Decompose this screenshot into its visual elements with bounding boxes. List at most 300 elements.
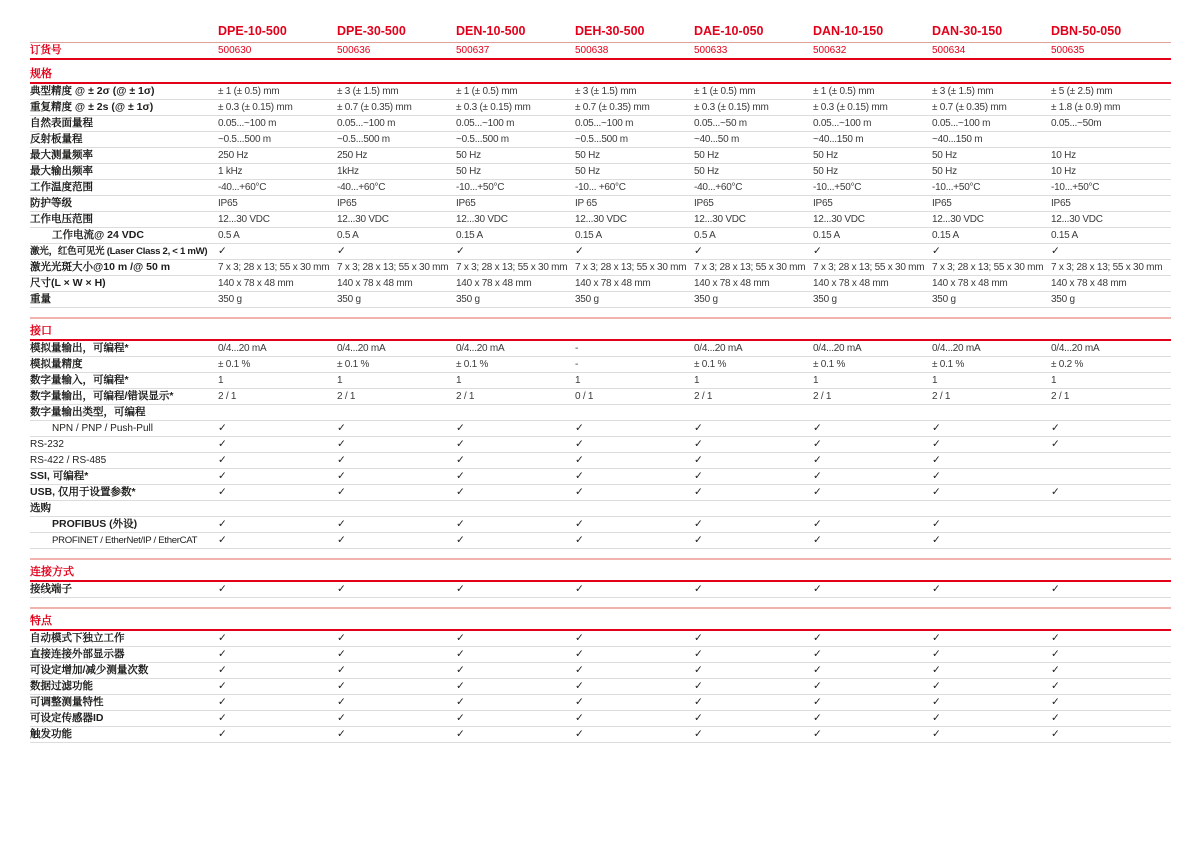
column-header-model: DAE-10-050	[694, 24, 764, 38]
cell-value: 10 Hz	[1051, 166, 1076, 177]
check-icon: ✓	[694, 534, 703, 546]
cell-value: ~0.5...500 m	[456, 134, 509, 145]
check-icon: ✓	[218, 518, 227, 530]
check-icon: ✓	[694, 712, 703, 724]
check-icon: ✓	[456, 438, 465, 450]
model-header-row	[30, 24, 1171, 42]
check-icon: ✓	[337, 728, 346, 740]
cell-value: 0.15 A	[575, 230, 602, 241]
row-label: 可设定增加/减少测量次数	[30, 664, 149, 676]
row-label: 激光，红色可见光 (Laser Class 2, < 1 mW)	[30, 246, 208, 257]
row-label: 接线端子	[30, 583, 72, 595]
cell-value: ± 5 (± 2.5) mm	[1051, 86, 1113, 97]
column-header-model: DBN-50-050	[1051, 24, 1122, 38]
cell-value: 0.05...~100 m	[575, 118, 634, 129]
cell-value: 12...30 VDC	[813, 214, 865, 225]
cell-value: 350 g	[1051, 294, 1075, 305]
check-icon: ✓	[218, 438, 227, 450]
order-number-value: 500635	[1051, 45, 1085, 56]
check-icon: ✓	[575, 454, 584, 466]
row-label: 触发功能	[30, 728, 72, 740]
check-icon: ✓	[575, 696, 584, 708]
check-icon: ✓	[932, 245, 941, 257]
cell-value: 140 x 78 x 48 mm	[218, 278, 294, 289]
row-label: 数据过滤功能	[30, 680, 93, 692]
cell-value: 50 Hz	[575, 150, 600, 161]
table-row	[30, 244, 1171, 260]
cell-value	[1051, 453, 1170, 468]
cell-value: IP 65	[575, 198, 597, 209]
cell-value: 50 Hz	[694, 150, 719, 161]
cell-value: 350 g	[694, 294, 718, 305]
check-icon: ✓	[218, 680, 227, 692]
cell-value: ~0.5...500 m	[337, 134, 390, 145]
table-row	[30, 517, 1171, 533]
cell-value: 0/4...20 mA	[218, 343, 267, 354]
cell-value: 0.05...~100 m	[813, 118, 872, 129]
check-icon: ✓	[337, 245, 346, 257]
check-icon: ✓	[1051, 696, 1060, 708]
table-row	[30, 453, 1171, 469]
table-row	[30, 341, 1171, 357]
row-label: 激光光斑大小@10 m /@ 50 m	[30, 261, 171, 273]
check-icon: ✓	[813, 664, 822, 676]
cell-value: ± 0.7 (± 0.35) mm	[932, 102, 1007, 113]
section-title: 接口	[30, 322, 1171, 341]
table-row	[30, 679, 1171, 695]
cell-value: 12...30 VDC	[932, 214, 984, 225]
row-label: 工作电流@ 24 VDC	[52, 229, 144, 241]
check-icon: ✓	[813, 422, 822, 434]
cell-value: ± 3 (± 1.5) mm	[932, 86, 994, 97]
table-row	[30, 180, 1171, 196]
cell-value: 2 / 1	[337, 391, 356, 402]
check-icon: ✓	[813, 632, 822, 644]
row-label: 典型精度 @ ± 2σ (@ ± 1σ)	[30, 85, 155, 97]
table-row	[30, 485, 1171, 501]
table-row	[30, 292, 1171, 308]
order-number-value: 500630	[218, 45, 252, 56]
row-label: 最大测量频率	[30, 149, 93, 161]
cell-value: -10...+50°C	[813, 182, 862, 193]
cell-value: 350 g	[575, 294, 599, 305]
cell-value: -	[575, 359, 579, 370]
cell-value: ~40...150 m	[932, 134, 983, 145]
section-separator	[30, 558, 1171, 560]
check-icon: ✓	[575, 245, 584, 257]
cell-value: 50 Hz	[575, 166, 600, 177]
check-icon: ✓	[218, 245, 227, 257]
cell-value: ± 0.1 %	[218, 359, 251, 370]
column-header-model: DAN-10-150	[813, 24, 884, 38]
check-icon: ✓	[1051, 680, 1060, 692]
table-row	[30, 695, 1171, 711]
check-icon: ✓	[813, 534, 822, 546]
cell-value: 350 g	[337, 294, 361, 305]
row-label: 直接连接外部显示器	[30, 648, 125, 660]
check-icon: ✓	[218, 454, 227, 466]
cell-value: 0/4...20 mA	[337, 343, 386, 354]
spec-comparison-table	[30, 24, 1171, 743]
row-label: USB, 仅用于设置参数*	[30, 486, 136, 498]
cell-value: IP65	[218, 198, 238, 209]
cell-value: 140 x 78 x 48 mm	[813, 278, 889, 289]
check-icon: ✓	[575, 422, 584, 434]
check-icon: ✓	[456, 518, 465, 530]
cell-value: 1	[575, 375, 581, 386]
check-icon: ✓	[694, 470, 703, 482]
cell-value: 0.05...~100 m	[932, 118, 991, 129]
check-icon: ✓	[694, 680, 703, 692]
check-icon: ✓	[932, 680, 941, 692]
check-icon: ✓	[932, 632, 941, 644]
row-label: 数字量输出，可编程/错误显示*	[30, 390, 174, 402]
cell-value: ~40...150 m	[813, 134, 864, 145]
check-icon: ✓	[813, 728, 822, 740]
check-icon: ✓	[456, 648, 465, 660]
check-icon: ✓	[813, 470, 822, 482]
cell-value: -40...+60°C	[694, 182, 743, 193]
table-row	[30, 373, 1171, 389]
table-row	[30, 663, 1171, 679]
cell-value: ± 0.1 %	[932, 359, 965, 370]
check-icon: ✓	[694, 648, 703, 660]
cell-value: 1	[456, 375, 462, 386]
cell-value: 7 x 3; 28 x 13; 55 x 30 mm	[813, 262, 925, 273]
cell-value: 2 / 1	[694, 391, 713, 402]
check-icon: ✓	[575, 518, 584, 530]
cell-value: 10 Hz	[1051, 150, 1076, 161]
check-icon: ✓	[337, 696, 346, 708]
check-icon: ✓	[337, 422, 346, 434]
table-row	[30, 727, 1171, 743]
cell-value: ± 3 (± 1.5) mm	[575, 86, 637, 97]
cell-value: 1	[694, 375, 700, 386]
check-icon: ✓	[575, 583, 584, 595]
cell-value: 50 Hz	[932, 150, 957, 161]
check-icon: ✓	[932, 728, 941, 740]
section-title: 规格	[30, 65, 1171, 84]
cell-value: 7 x 3; 28 x 13; 55 x 30 mm	[456, 262, 568, 273]
cell-value: IP65	[932, 198, 952, 209]
cell-value: 140 x 78 x 48 mm	[456, 278, 532, 289]
row-label: 防护等级	[30, 197, 72, 209]
cell-value: -10...+50°C	[932, 182, 981, 193]
cell-value: 0.5 A	[337, 230, 359, 241]
check-icon: ✓	[575, 712, 584, 724]
cell-value: 250 Hz	[337, 150, 368, 161]
cell-value: ~0.5...500 m	[575, 134, 628, 145]
check-icon: ✓	[694, 583, 703, 595]
cell-value: 50 Hz	[813, 166, 838, 177]
corner-cell	[30, 24, 218, 42]
cell-value: 0.05...~100 m	[218, 118, 277, 129]
check-icon: ✓	[337, 470, 346, 482]
check-icon: ✓	[813, 648, 822, 660]
row-label: RS-422 / RS-485	[30, 455, 107, 466]
cell-value: 0.15 A	[456, 230, 483, 241]
table-row	[30, 84, 1171, 100]
cell-value: 0.5 A	[218, 230, 240, 241]
cell-value: 350 g	[456, 294, 480, 305]
column-header-model: DEN-10-500	[456, 24, 526, 38]
cell-value: 12...30 VDC	[1051, 214, 1103, 225]
row-label: 重复精度 @ ± 2s (@ ± 1σ)	[30, 101, 154, 113]
cell-value: 50 Hz	[813, 150, 838, 161]
cell-value	[1051, 132, 1170, 147]
cell-value	[1051, 469, 1170, 484]
section-title: 连接方式	[30, 563, 1171, 582]
check-icon: ✓	[337, 454, 346, 466]
row-label: 可调整测量特性	[30, 696, 104, 708]
cell-value: 1 kHz	[218, 166, 243, 177]
check-icon: ✓	[575, 470, 584, 482]
cell-value: 12...30 VDC	[575, 214, 627, 225]
row-label: 可设定传感器ID	[30, 712, 104, 724]
cell-value: ~40...50 m	[694, 134, 740, 145]
cell-value: ± 0.1 %	[337, 359, 370, 370]
check-icon: ✓	[694, 728, 703, 740]
table-row	[30, 405, 1171, 421]
check-icon: ✓	[932, 470, 941, 482]
check-icon: ✓	[694, 245, 703, 257]
check-icon: ✓	[813, 454, 822, 466]
cell-value: 12...30 VDC	[694, 214, 746, 225]
check-icon: ✓	[337, 664, 346, 676]
cell-value: 1	[813, 375, 819, 386]
cell-value: ± 0.7 (± 0.35) mm	[575, 102, 650, 113]
check-icon: ✓	[337, 534, 346, 546]
cell-value: 0.15 A	[932, 230, 959, 241]
cell-value: ± 0.1 %	[694, 359, 727, 370]
check-icon: ✓	[694, 486, 703, 498]
cell-value: 140 x 78 x 48 mm	[575, 278, 651, 289]
table-row	[30, 228, 1171, 244]
check-icon: ✓	[1051, 438, 1060, 450]
cell-value: 140 x 78 x 48 mm	[932, 278, 1008, 289]
row-label: RS-232	[30, 439, 64, 450]
order-number-value: 500638	[575, 45, 609, 56]
order-number-value: 500633	[694, 45, 728, 56]
check-icon: ✓	[575, 486, 584, 498]
check-icon: ✓	[1051, 712, 1060, 724]
cell-value: 350 g	[932, 294, 956, 305]
row-label: 数字量输入，可编程*	[30, 374, 129, 386]
check-icon: ✓	[932, 486, 941, 498]
check-icon: ✓	[932, 583, 941, 595]
cell-value: 1kHz	[337, 166, 359, 177]
cell-value: 50 Hz	[694, 166, 719, 177]
check-icon: ✓	[456, 728, 465, 740]
row-label: SSI, 可编程*	[30, 470, 89, 482]
check-icon: ✓	[218, 664, 227, 676]
check-icon: ✓	[218, 422, 227, 434]
check-icon: ✓	[218, 470, 227, 482]
cell-value: 7 x 3; 28 x 13; 55 x 30 mm	[218, 262, 330, 273]
cell-value: ± 1 (± 0.5) mm	[694, 86, 756, 97]
cell-value: 7 x 3; 28 x 13; 55 x 30 mm	[932, 262, 1044, 273]
column-header-model: DPE-30-500	[337, 24, 406, 38]
table-row	[30, 711, 1171, 727]
cell-value: 50 Hz	[456, 150, 481, 161]
cell-value: 0.05...~50 m	[694, 118, 747, 129]
check-icon: ✓	[575, 648, 584, 660]
cell-value: 140 x 78 x 48 mm	[1051, 278, 1127, 289]
row-label: 自然表面量程	[30, 117, 93, 129]
cell-value: ± 0.3 (± 0.15) mm	[813, 102, 888, 113]
check-icon: ✓	[456, 664, 465, 676]
column-header-model: DEH-30-500	[575, 24, 645, 38]
table-row	[30, 132, 1171, 148]
cell-value: IP65	[813, 198, 833, 209]
cell-value: 2 / 1	[218, 391, 237, 402]
column-header-model: DAN-30-150	[932, 24, 1003, 38]
check-icon: ✓	[456, 632, 465, 644]
row-label: 工作电压范围	[30, 213, 93, 225]
check-icon: ✓	[932, 648, 941, 660]
order-number-value: 500634	[932, 45, 966, 56]
cell-value: -10...+50°C	[456, 182, 505, 193]
check-icon: ✓	[932, 712, 941, 724]
cell-value: IP65	[456, 198, 476, 209]
check-icon: ✓	[337, 486, 346, 498]
check-icon: ✓	[694, 438, 703, 450]
check-icon: ✓	[218, 583, 227, 595]
check-icon: ✓	[218, 712, 227, 724]
order-number-value: 500637	[456, 45, 490, 56]
cell-value: 350 g	[218, 294, 242, 305]
cell-value: 1	[1051, 375, 1057, 386]
check-icon: ✓	[1051, 245, 1060, 257]
check-icon: ✓	[218, 632, 227, 644]
cell-value: 0/4...20 mA	[813, 343, 862, 354]
table-row	[30, 533, 1171, 549]
cell-value: 12...30 VDC	[456, 214, 508, 225]
check-icon: ✓	[337, 712, 346, 724]
order-number-label: 订货号	[30, 44, 62, 56]
check-icon: ✓	[337, 648, 346, 660]
check-icon: ✓	[337, 680, 346, 692]
cell-value: 0.05...~100 m	[337, 118, 396, 129]
check-icon: ✓	[932, 422, 941, 434]
check-icon: ✓	[694, 422, 703, 434]
section-title: 特点	[30, 612, 1171, 631]
cell-value: 250 Hz	[218, 150, 249, 161]
table-row	[30, 647, 1171, 663]
order-number-row	[30, 42, 1171, 60]
check-icon: ✓	[1051, 664, 1060, 676]
check-icon: ✓	[694, 632, 703, 644]
cell-value: ± 1 (± 0.5) mm	[813, 86, 875, 97]
cell-value: 0/4...20 mA	[932, 343, 981, 354]
check-icon: ✓	[813, 245, 822, 257]
cell-value: 2 / 1	[932, 391, 951, 402]
cell-value: 140 x 78 x 48 mm	[337, 278, 413, 289]
cell-value: -40...+60°C	[337, 182, 386, 193]
cell-value: ± 1.8 (± 0.9) mm	[1051, 102, 1121, 113]
cell-value: 2 / 1	[1051, 391, 1070, 402]
cell-value: 7 x 3; 28 x 13; 55 x 30 mm	[575, 262, 687, 273]
check-icon: ✓	[694, 664, 703, 676]
row-label: 最大输出频率	[30, 165, 93, 177]
cell-value: 0.05...~50m	[1051, 118, 1102, 129]
cell-value: 0/4...20 mA	[694, 343, 743, 354]
cell-value: IP65	[337, 198, 357, 209]
table-row	[30, 389, 1171, 405]
check-icon: ✓	[932, 664, 941, 676]
check-icon: ✓	[1051, 632, 1060, 644]
cell-value: ± 3 (± 1.5) mm	[337, 86, 399, 97]
table-row	[30, 212, 1171, 228]
section-separator	[30, 607, 1171, 609]
row-label: 自动模式下独立工作	[30, 632, 125, 644]
check-icon: ✓	[456, 583, 465, 595]
check-icon: ✓	[456, 486, 465, 498]
check-icon: ✓	[813, 712, 822, 724]
table-row	[30, 164, 1171, 180]
cell-value: ± 0.1 %	[813, 359, 846, 370]
check-icon: ✓	[932, 438, 941, 450]
row-label: 选购	[30, 502, 51, 514]
column-header-model: DPE-10-500	[218, 24, 287, 38]
check-icon: ✓	[456, 422, 465, 434]
check-icon: ✓	[813, 583, 822, 595]
check-icon: ✓	[694, 454, 703, 466]
table-row	[30, 100, 1171, 116]
table-row	[30, 631, 1171, 647]
cell-value: 1	[337, 375, 343, 386]
check-icon: ✓	[456, 712, 465, 724]
table-row	[30, 260, 1171, 276]
row-label: 工作温度范围	[30, 181, 93, 193]
table-row	[30, 582, 1171, 598]
cell-value: 1	[218, 375, 224, 386]
check-icon: ✓	[813, 518, 822, 530]
cell-value: IP65	[1051, 198, 1071, 209]
check-icon: ✓	[456, 696, 465, 708]
check-icon: ✓	[575, 438, 584, 450]
check-icon: ✓	[575, 728, 584, 740]
check-icon: ✓	[813, 438, 822, 450]
check-icon: ✓	[456, 454, 465, 466]
cell-value: ± 0.3 (± 0.15) mm	[456, 102, 531, 113]
cell-value: 140 x 78 x 48 mm	[694, 278, 770, 289]
cell-value	[1051, 517, 1170, 532]
cell-value	[1051, 533, 1170, 548]
table-row	[30, 501, 1171, 517]
row-label: 反射板量程	[30, 133, 83, 145]
cell-value: -	[575, 343, 579, 354]
cell-value: ± 0.2 %	[1051, 359, 1084, 370]
check-icon: ✓	[218, 534, 227, 546]
cell-value: ± 1 (± 0.5) mm	[218, 86, 280, 97]
cell-value: 2 / 1	[813, 391, 832, 402]
check-icon: ✓	[575, 680, 584, 692]
cell-value: ± 0.3 (± 0.15) mm	[218, 102, 293, 113]
check-icon: ✓	[575, 632, 584, 644]
cell-value: 12...30 VDC	[337, 214, 389, 225]
check-icon: ✓	[1051, 728, 1060, 740]
row-label: PROFIBUS (外设)	[52, 518, 138, 530]
cell-value: 0.15 A	[1051, 230, 1078, 241]
cell-value: 0.15 A	[813, 230, 840, 241]
check-icon: ✓	[1051, 648, 1060, 660]
cell-value: 50 Hz	[456, 166, 481, 177]
table-row	[30, 469, 1171, 485]
row-label: 尺寸(L × W × H)	[30, 277, 106, 289]
cell-value: IP65	[694, 198, 714, 209]
cell-value: ± 1 (± 0.5) mm	[456, 86, 518, 97]
